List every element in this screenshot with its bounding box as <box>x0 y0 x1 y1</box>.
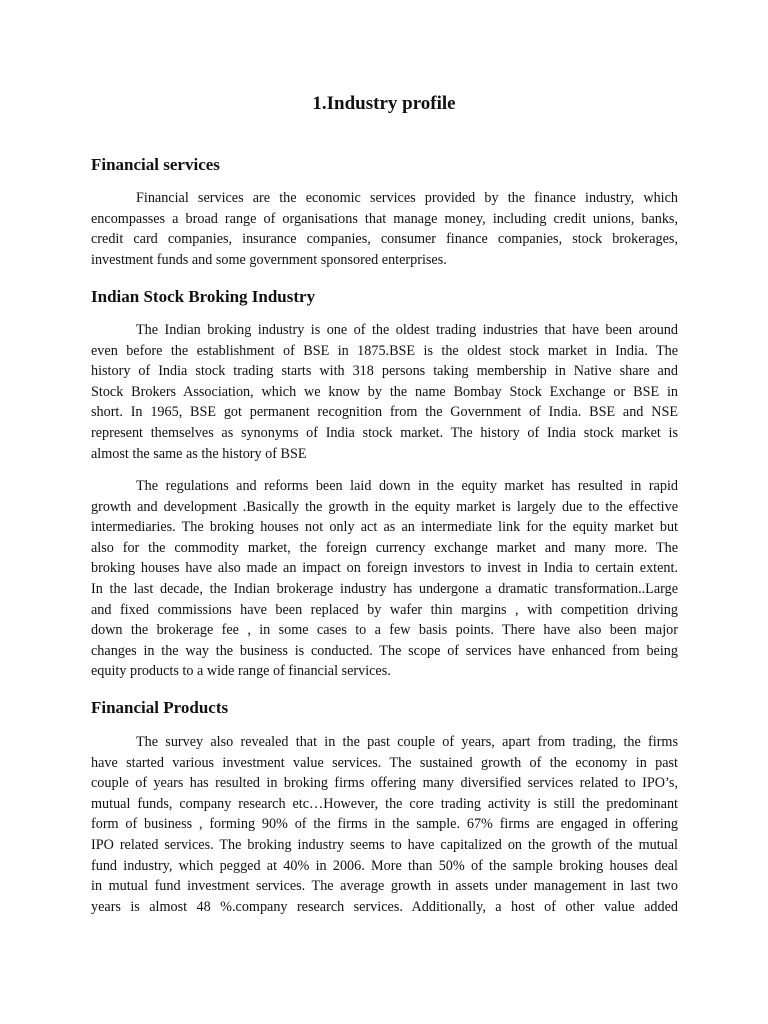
text-line: IPO related services. The broking industry seems to have capitalized on the growth of the mutual <box>91 836 678 853</box>
text-line: fund industry, which pegged at 40% in 2006. More than 50% of the sample broking houses deal <box>91 857 678 874</box>
section-heading-financial-services: Financial services <box>91 155 220 174</box>
text-line: credit card companies, insurance companies, consumer finance companies, stock brokerages, <box>91 231 678 248</box>
text-line: almost the same as the history of BSE <box>91 445 307 462</box>
text-line: The Indian broking industry is one of the oldest trading industries that have been around <box>136 322 678 338</box>
text-line: encompasses a broad range of organisations that manage money, including credit unions, banks, <box>91 210 678 227</box>
text-line: The regulations and reforms been laid down in the equity market has resulted in rapid <box>136 478 678 494</box>
paragraph-broking-history <box>91 320 678 464</box>
text-line: in mutual fund investment services. The average growth in assets under management in last two <box>91 878 678 895</box>
text-line: investment funds and some government sponsored enterprises. <box>91 251 447 268</box>
text-line: history of India stock trading starts with 318 persons taking membership in Native share and <box>91 363 678 380</box>
text-line: growth and development .Basically the growth in the equity market is largely due to the effective <box>91 498 678 515</box>
text-line: Stock Brokers Association, which we know by the name Bombay Stock Exchange or BSE in <box>91 383 678 400</box>
text-line: represent themselves as synonyms of India stock market. The history of India stock market is <box>91 424 678 441</box>
paragraph-financial-services <box>91 188 678 270</box>
text-line: The survey also revealed that in the past couple of years, apart from trading, the firms <box>136 734 678 750</box>
paragraph-regulations-reforms <box>91 476 678 682</box>
text-line: changes in the way the business is conducted. The scope of services have enhanced from being <box>91 642 678 659</box>
text-line: and fixed commissions have been replaced by wafer thin margins , with competition driving <box>91 601 678 618</box>
text-line: short. In 1965, BSE got permanent recognition from the Government of India. BSE and NSE <box>91 404 678 421</box>
text-line: mutual funds, company research etc…However, the core trading activity is still the predominant <box>91 795 678 812</box>
text-line: form of business , forming 90% of the firms in the sample. 67% firms are engaged in offering <box>91 816 678 833</box>
paragraph-financial-products <box>91 732 678 917</box>
text-line: also for the commodity market, the foreign currency exchange market and many more. The <box>91 539 678 556</box>
text-line: years is almost 48 %.company research services. Additionally, a host of other value added <box>91 898 678 915</box>
section-heading-indian-stock-broking: Indian Stock Broking Industry <box>91 287 316 306</box>
text-line: equity products to a wide range of financial services. <box>91 663 391 680</box>
text-line: broking houses have also made an impact on foreign investors to invest in India to certain extent. <box>91 560 678 577</box>
text-line: have started various investment value services. The sustained growth of the economy in past <box>91 754 678 771</box>
text-line: intermediaries. The broking houses not only act as an intermediate link for the equity market but <box>91 519 678 536</box>
page-title: 1.Industry profile <box>312 93 456 114</box>
text-line: Financial services are the economic services provided by the finance industry, which <box>136 190 678 206</box>
text-line: In the last decade, the Indian brokerage industry has undergone a dramatic transformation..Large <box>91 580 678 597</box>
text-line: down the brokerage fee , in some cases to a few basis points. There have also been major <box>91 622 678 639</box>
section-heading-financial-products: Financial Products <box>91 698 229 717</box>
text-line: couple of years has resulted in broking firms offering many diversified services related to IPO’s, <box>91 775 678 792</box>
text-line: even before the establishment of BSE in 1875.BSE is the oldest stock market in India. The <box>91 342 678 359</box>
